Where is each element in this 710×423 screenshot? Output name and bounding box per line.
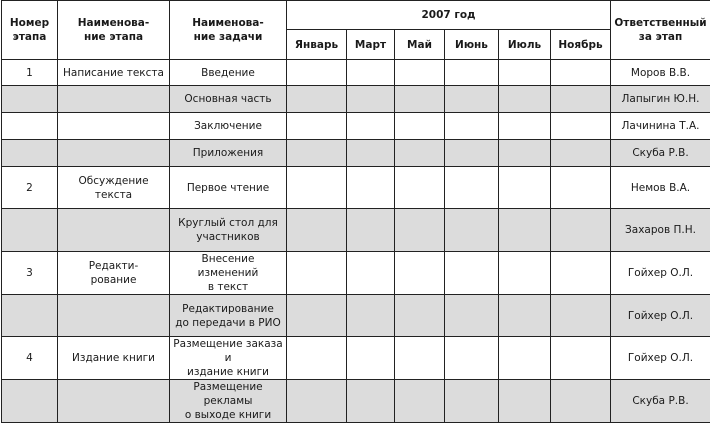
month-cell bbox=[499, 86, 551, 113]
month-cell bbox=[499, 209, 551, 252]
month-cell bbox=[445, 113, 499, 140]
month-cell bbox=[445, 380, 499, 423]
month-cell bbox=[395, 140, 445, 167]
header-responsible: Ответственный за этап bbox=[611, 1, 710, 60]
month-cell bbox=[347, 60, 395, 86]
stage-number-cell bbox=[2, 113, 58, 140]
stage-number-cell bbox=[2, 380, 58, 423]
month-cell bbox=[395, 252, 445, 295]
table-row bbox=[2, 295, 710, 337]
task-name-cell: Приложения bbox=[170, 140, 287, 167]
month-cell bbox=[551, 113, 611, 140]
month-cell bbox=[287, 167, 347, 209]
month-cell bbox=[445, 337, 499, 380]
header-month: Май bbox=[395, 30, 445, 60]
stage-number-cell bbox=[2, 209, 58, 252]
month-cell bbox=[287, 113, 347, 140]
task-name-cell: Заключение bbox=[170, 113, 287, 140]
month-cell bbox=[445, 167, 499, 209]
stage-name-cell bbox=[58, 113, 170, 140]
month-cell bbox=[347, 337, 395, 380]
month-cell bbox=[445, 252, 499, 295]
month-cell bbox=[287, 337, 347, 380]
month-cell bbox=[395, 295, 445, 337]
month-cell bbox=[551, 252, 611, 295]
month-cell bbox=[287, 252, 347, 295]
table-row bbox=[2, 60, 710, 86]
month-cell bbox=[287, 380, 347, 423]
month-cell bbox=[347, 140, 395, 167]
responsible-cell: Гойхер О.Л. bbox=[611, 252, 710, 295]
header-stage-name: Наименова- ние этапа bbox=[58, 1, 170, 60]
stage-name-cell bbox=[58, 86, 170, 113]
month-cell bbox=[445, 209, 499, 252]
month-cell bbox=[395, 60, 445, 86]
header-task-name: Наименова- ние задачи bbox=[170, 1, 287, 60]
month-cell bbox=[287, 295, 347, 337]
stage-name-cell bbox=[58, 295, 170, 337]
project-plan-table bbox=[1, 0, 710, 423]
month-cell bbox=[445, 60, 499, 86]
month-cell bbox=[347, 167, 395, 209]
stage-name-cell bbox=[58, 380, 170, 423]
stage-name-cell bbox=[58, 209, 170, 252]
month-cell bbox=[287, 86, 347, 113]
month-cell bbox=[551, 337, 611, 380]
task-name-cell: Круглый стол для участников bbox=[170, 209, 287, 252]
responsible-cell: Немов В.А. bbox=[611, 167, 710, 209]
responsible-cell: Скуба Р.В. bbox=[611, 380, 710, 423]
month-cell bbox=[499, 337, 551, 380]
table-body bbox=[2, 60, 710, 423]
month-cell bbox=[347, 86, 395, 113]
month-cell bbox=[445, 140, 499, 167]
month-cell bbox=[287, 209, 347, 252]
stage-number-cell: 4 bbox=[2, 337, 58, 380]
stage-name-cell: Издание книги bbox=[58, 337, 170, 380]
month-cell bbox=[551, 140, 611, 167]
header-month: Март bbox=[347, 30, 395, 60]
task-name-cell: Основная часть bbox=[170, 86, 287, 113]
responsible-cell: Лапыгин Ю.Н. bbox=[611, 86, 710, 113]
table-row bbox=[2, 252, 710, 295]
month-cell bbox=[395, 113, 445, 140]
task-name-cell: Редактирование до передачи в РИО bbox=[170, 295, 287, 337]
month-cell bbox=[347, 113, 395, 140]
header-row-1 bbox=[2, 1, 710, 30]
month-cell bbox=[551, 380, 611, 423]
month-cell bbox=[499, 60, 551, 86]
header-month: Январь bbox=[287, 30, 347, 60]
month-cell bbox=[347, 295, 395, 337]
stage-number-cell bbox=[2, 295, 58, 337]
table-row bbox=[2, 113, 710, 140]
stage-name-cell: Написание текста bbox=[58, 60, 170, 86]
task-name-cell: Первое чтение bbox=[170, 167, 287, 209]
header-month: Июль bbox=[499, 30, 551, 60]
month-cell bbox=[395, 86, 445, 113]
month-cell bbox=[395, 167, 445, 209]
month-cell bbox=[347, 252, 395, 295]
stage-number-cell: 1 bbox=[2, 60, 58, 86]
month-cell bbox=[445, 86, 499, 113]
table-row bbox=[2, 167, 710, 209]
responsible-cell: Скуба Р.В. bbox=[611, 140, 710, 167]
month-cell bbox=[287, 140, 347, 167]
month-cell bbox=[287, 60, 347, 86]
header-month: Ноябрь bbox=[551, 30, 611, 60]
month-cell bbox=[499, 252, 551, 295]
responsible-cell: Гойхер О.Л. bbox=[611, 295, 710, 337]
stage-number-cell: 2 bbox=[2, 167, 58, 209]
month-cell bbox=[499, 113, 551, 140]
table-row bbox=[2, 337, 710, 380]
task-name-cell: Размещение заказа и издание книги bbox=[170, 337, 287, 380]
header-month: Июнь bbox=[445, 30, 499, 60]
month-cell bbox=[499, 380, 551, 423]
month-cell bbox=[395, 337, 445, 380]
header-stage-number: Номер этапа bbox=[2, 1, 58, 60]
month-cell bbox=[395, 380, 445, 423]
month-cell bbox=[347, 380, 395, 423]
month-cell bbox=[395, 209, 445, 252]
month-cell bbox=[499, 140, 551, 167]
table-row bbox=[2, 86, 710, 113]
month-cell bbox=[551, 295, 611, 337]
responsible-cell: Моров В.В. bbox=[611, 60, 710, 86]
table-row bbox=[2, 209, 710, 252]
stage-number-cell bbox=[2, 140, 58, 167]
month-cell bbox=[445, 295, 499, 337]
month-cell bbox=[551, 209, 611, 252]
stage-name-cell: Редакти- рование bbox=[58, 252, 170, 295]
responsible-cell: Захаров П.Н. bbox=[611, 209, 710, 252]
month-cell bbox=[551, 167, 611, 209]
task-name-cell: Размещение рекламы о выходе книги bbox=[170, 380, 287, 423]
month-cell bbox=[551, 60, 611, 86]
month-cell bbox=[499, 295, 551, 337]
responsible-cell: Гойхер О.Л. bbox=[611, 337, 710, 380]
stage-name-cell bbox=[58, 140, 170, 167]
month-cell bbox=[499, 167, 551, 209]
stage-number-cell bbox=[2, 86, 58, 113]
stage-name-cell: Обсуждение текста bbox=[58, 167, 170, 209]
table-row bbox=[2, 140, 710, 167]
task-name-cell: Внесение изменений в текст bbox=[170, 252, 287, 295]
table-row bbox=[2, 380, 710, 423]
stage-number-cell: 3 bbox=[2, 252, 58, 295]
task-name-cell: Введение bbox=[170, 60, 287, 86]
header-year: 2007 год bbox=[287, 1, 611, 30]
month-cell bbox=[347, 209, 395, 252]
month-cell bbox=[551, 86, 611, 113]
responsible-cell: Лачинина Т.А. bbox=[611, 113, 710, 140]
